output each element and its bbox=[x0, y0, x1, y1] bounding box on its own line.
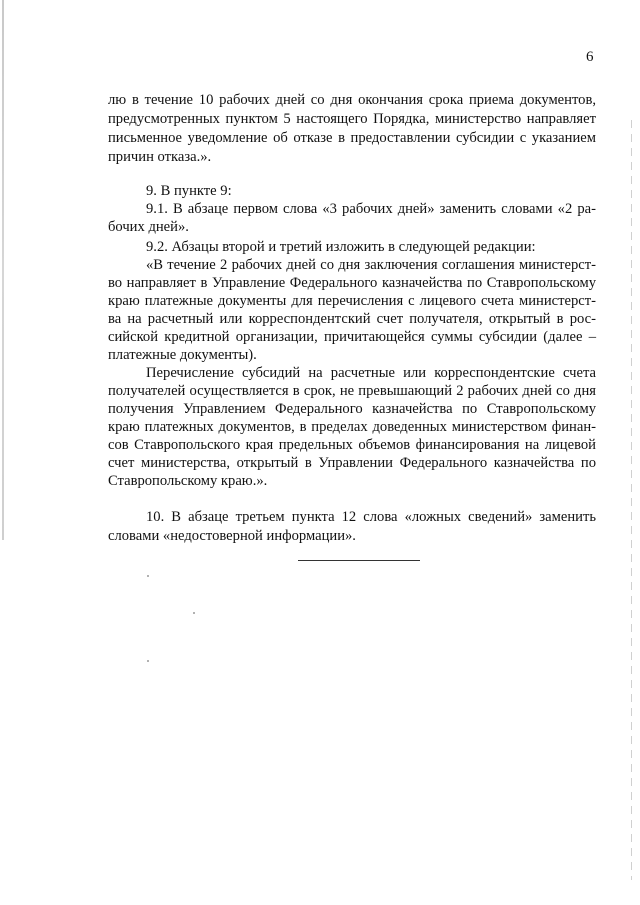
quote-p1-line-6: платежные документы). bbox=[108, 347, 257, 363]
item-9-1-line-1: 9.1. В абзаце первом слова «3 рабочих дней» заменить словами «2 ра- bbox=[146, 201, 596, 217]
item-9-2-line: 9.2. Абзацы второй и третий изложить в следующей редакции: bbox=[146, 239, 536, 255]
scan-speck bbox=[147, 660, 149, 662]
quote-p2-line-6: счет министерства, открытый в Управлении Федерального казначейства по bbox=[108, 455, 596, 471]
scan-left-edge bbox=[2, 0, 4, 540]
body-line-1: лю в течение 10 рабочих дней со дня окончания срока приема документов, bbox=[108, 92, 596, 108]
body-line-2: предусмотренных пунктом 5 настоящего Порядка, министерство направляет bbox=[108, 111, 596, 127]
quote-p1-line-1: «В течение 2 рабочих дней со дня заключения соглашения министерст- bbox=[146, 257, 596, 273]
quote-p2-line-4: краю платежных документов, в пределах доведенных министерством финан- bbox=[108, 419, 596, 435]
scan-right-edge bbox=[631, 120, 632, 880]
quote-p2-line-2: получателей осуществляется в срок, не превышающий 2 рабочих дней со дня bbox=[108, 383, 596, 399]
scan-speck bbox=[147, 575, 149, 577]
quote-p2-line-7: Ставропольскому краю.». bbox=[108, 473, 268, 489]
item-10-line-1: 10. В абзаце третьем пункта 12 слова «ложных сведений» заменить bbox=[146, 509, 596, 525]
body-line-3: письменное уведомление об отказе в предоставлении субсидии с указанием bbox=[108, 130, 596, 146]
quote-p1-line-5: сийской кредитной организации, причитающейся суммы субсидии (далее – bbox=[108, 329, 596, 345]
quote-p1-line-2: во направляет в Управление Федерального казначейства по Ставропольскому bbox=[108, 275, 596, 291]
quote-p2-line-1: Перечисление субсидий на расчетные или корреспондентские счета bbox=[146, 365, 596, 381]
item-9-1-line-2: бочих дней». bbox=[108, 219, 189, 235]
separator-rule bbox=[298, 560, 420, 561]
item-10-line-2: словами «недостоверной информации». bbox=[108, 528, 356, 544]
scan-speck bbox=[193, 612, 195, 614]
quote-p2-line-5: сов Ставропольского края предельных объемов финансирования на лицевой bbox=[108, 437, 596, 453]
quote-p1-line-3: краю платежные документы для перечисления с лицевого счета министерст- bbox=[108, 293, 596, 309]
item-9-heading: 9. В пункте 9: bbox=[146, 183, 232, 199]
page-number: 6 bbox=[586, 49, 594, 65]
quote-p2-line-3: получения Управлением Федерального казначейства по Ставропольскому bbox=[108, 401, 596, 417]
quote-p1-line-4: ва на расчетный или корреспондентский счет получателя, открытый в рос- bbox=[108, 311, 596, 327]
body-line-4: причин отказа.». bbox=[108, 149, 212, 165]
